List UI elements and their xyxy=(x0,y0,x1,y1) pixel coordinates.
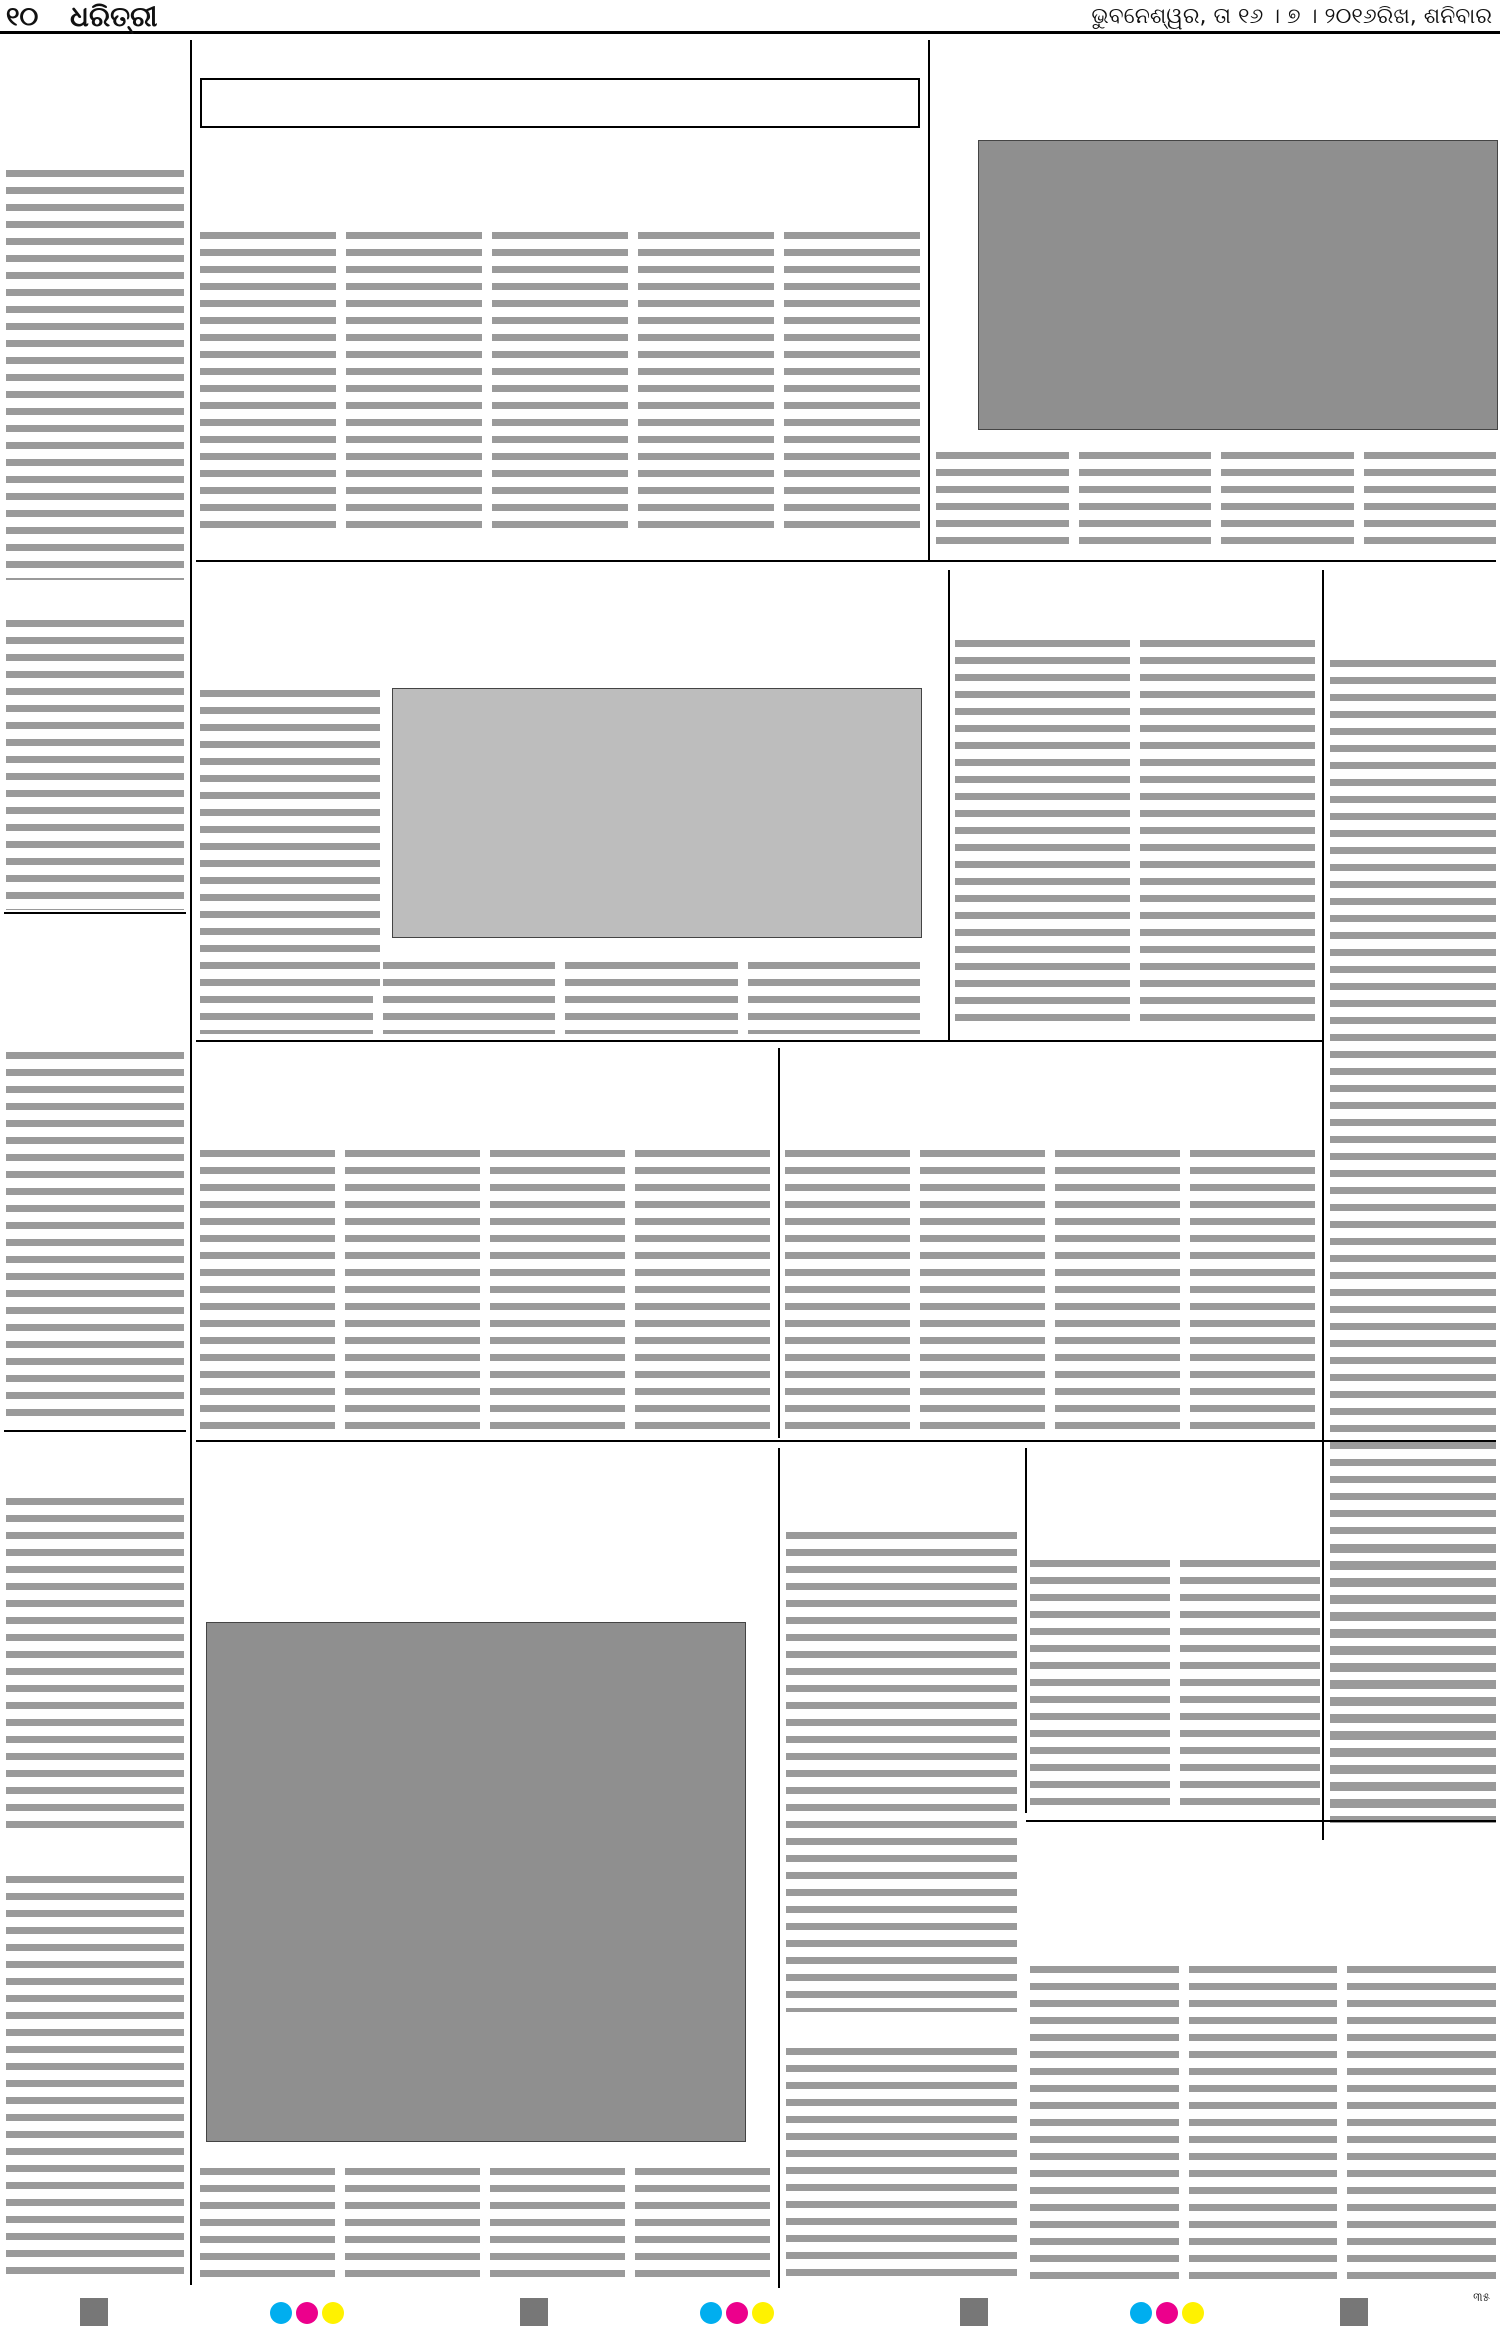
divider xyxy=(1026,1820,1496,1822)
registration-cyan xyxy=(700,2302,722,2324)
article-columns xyxy=(200,2168,770,2280)
article-text xyxy=(786,1532,1017,2012)
article-columns xyxy=(200,232,920,532)
footer-page-number: ୩୫ xyxy=(1473,2290,1490,2304)
dateline: ଭୁବନେଶ୍ୱର, ତା ୧୬ । ୭ । ୨୦୧୬ରିଖ, ଶନିବାର xyxy=(1091,4,1492,29)
divider xyxy=(196,1040,1322,1042)
column-rule xyxy=(1025,1448,1027,1813)
column-rule xyxy=(778,1448,780,2288)
headline-snake xyxy=(4,585,184,617)
column-rule xyxy=(190,40,192,2285)
article-text xyxy=(786,2048,1017,2280)
registration-magenta xyxy=(296,2302,318,2324)
registration-magenta xyxy=(1156,2302,1178,2324)
headline-scholarship xyxy=(200,1060,770,1140)
column-rule xyxy=(778,1048,780,1438)
article-columns xyxy=(1030,1560,1320,1810)
article-columns xyxy=(955,640,1315,1030)
headline-teacher-theft xyxy=(1030,1492,1320,1552)
divider xyxy=(196,1440,1496,1442)
photo-caption xyxy=(206,2146,746,2164)
headline-left-top xyxy=(4,46,184,166)
print-footer xyxy=(0,2290,1500,2335)
article-columns xyxy=(1030,1966,1496,2280)
headline-pratishruti xyxy=(955,590,1315,634)
photo-officials-meeting xyxy=(978,140,1498,430)
headline-school-lock xyxy=(200,1504,770,1614)
column-rule xyxy=(928,40,930,560)
headline-main-ration xyxy=(200,136,920,222)
headline-teacher-theft-kicker xyxy=(1030,1458,1320,1488)
registration-cyan xyxy=(270,2302,292,2324)
registration-yellow xyxy=(1182,2302,1204,2324)
headline-janapratinidhi xyxy=(4,1434,186,1494)
photo-school-children xyxy=(206,1622,746,2142)
kicker-box xyxy=(200,78,920,128)
photo-caption xyxy=(978,432,1498,450)
registration-bar xyxy=(1340,2298,1368,2326)
headline-nija-rasta xyxy=(4,918,186,1048)
kicker-ration xyxy=(202,88,918,122)
headline-right-top xyxy=(936,62,1496,132)
headline-headmaster-kicker xyxy=(200,1458,770,1498)
article-columns xyxy=(936,452,1496,552)
article-text xyxy=(6,1052,184,1422)
headline-transfer-main xyxy=(1030,1878,1496,1958)
headline-gaanja xyxy=(784,1458,1019,1528)
registration-yellow xyxy=(752,2302,774,2324)
headline-big-mid xyxy=(200,590,940,680)
article-text xyxy=(6,170,184,580)
article-text xyxy=(6,620,184,910)
article-text xyxy=(1330,1546,1496,1810)
headline-bdo xyxy=(785,1060,1315,1140)
paper-name: ଧରିତ୍ରୀ xyxy=(70,0,158,33)
photo-toilet xyxy=(392,688,922,938)
article-columns xyxy=(200,1150,770,1430)
headline-lanjigarh xyxy=(1328,590,1498,650)
article-columns xyxy=(785,1150,1315,1430)
headline-bhadrakali xyxy=(1328,1458,1498,1538)
headline-book-release xyxy=(784,2014,1019,2044)
column-rule xyxy=(1322,570,1324,1840)
registration-cyan xyxy=(1130,2302,1152,2324)
photo-caption xyxy=(392,940,922,958)
divider xyxy=(196,560,1496,562)
article-text xyxy=(6,1876,184,2276)
masthead-bar xyxy=(0,0,1500,34)
headline-baby-theft xyxy=(4,1842,186,1872)
article-text xyxy=(200,690,380,990)
registration-bar xyxy=(80,2298,108,2326)
divider xyxy=(4,1430,186,1432)
article-text xyxy=(6,1498,184,1838)
registration-bar xyxy=(520,2298,548,2326)
page-number: ୧୦ xyxy=(6,2,39,32)
divider xyxy=(4,912,186,914)
column-rule xyxy=(948,570,950,1040)
registration-bar xyxy=(960,2298,988,2326)
article-columns xyxy=(200,962,920,1034)
registration-magenta xyxy=(726,2302,748,2324)
headline-transfer-kicker xyxy=(1030,1832,1496,1872)
registration-yellow xyxy=(322,2302,344,2324)
